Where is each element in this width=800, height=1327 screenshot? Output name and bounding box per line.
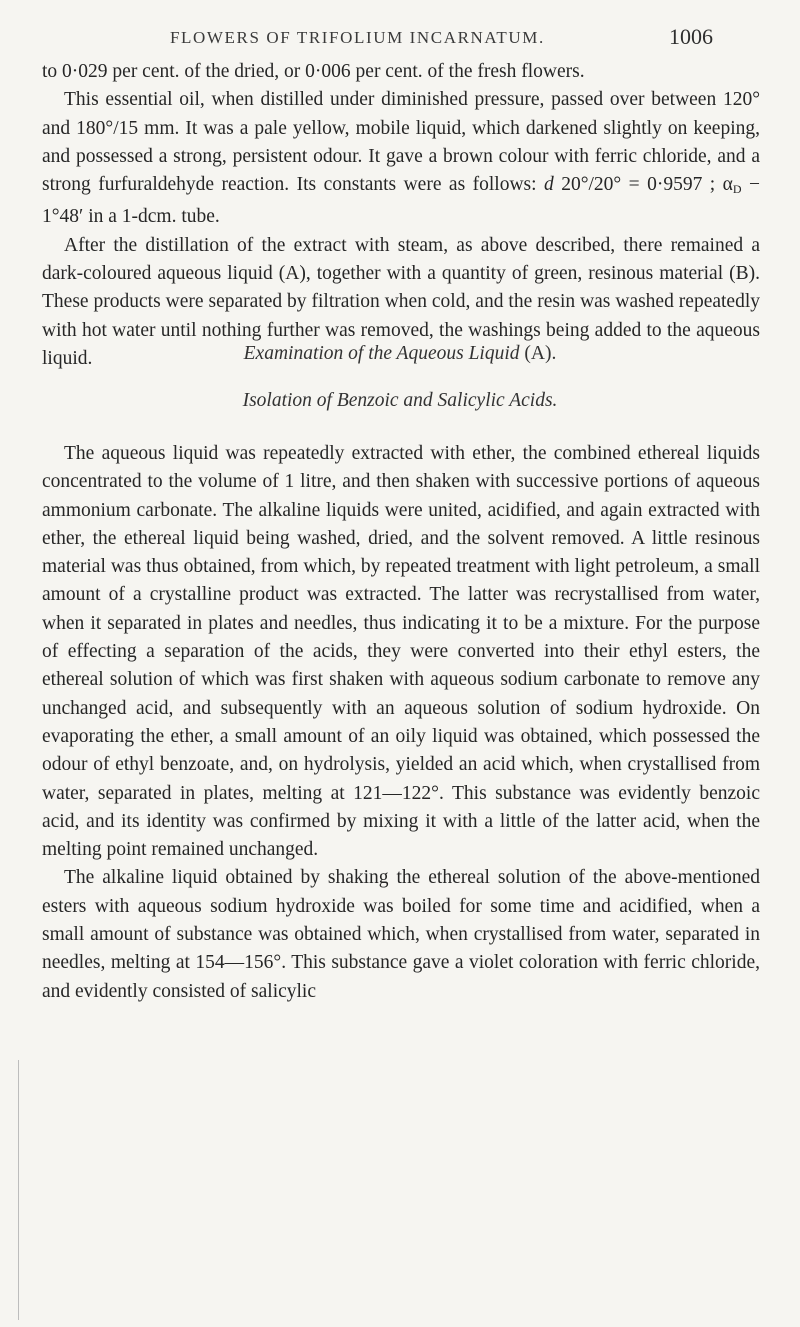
text-block-lower: [42, 440, 760, 1006]
density-symbol: d: [544, 174, 554, 196]
paragraph-essential-oil: [42, 86, 760, 231]
text-block-upper: [42, 58, 760, 373]
density-value: 20°/20° = 0·9597 ; α: [553, 174, 733, 196]
paragraph-distillation: After the distillation of the extract with steam, as above described, there remained a dark-coloured aqueous liquid (A), together with a quantity of green, resinous material (B). These products were separated by filtration when cold, and the resin was washed repeatedly with hot water until nothing further was removed, the washings being added to the aqueous liquid.: [42, 234, 760, 369]
running-title: FLOWERS OF TRIFOLIUM INCARNATUM.: [170, 28, 545, 47]
section-heading-examination-text: Examination of the Aqueous Liquid: [243, 343, 525, 364]
section-heading-examination: [0, 343, 800, 365]
rotation-subscript: D: [732, 182, 742, 197]
page-number: 1006: [669, 24, 713, 49]
paragraph-continuation: to 0·029 per cent. of the dried, or 0·006 per cent. of the fresh flowers.: [42, 61, 585, 82]
paragraph-essential-oil-text: This essential oil, when distilled under diminished pressure, passed over between 120° and 180°/15 mm. It was a pale yellow, mobile liquid, which darkened slightly on keeping, and possessed a strong, persistent odour. It gave a brown colour with ferric chloride, and a strong furfuraldehyde reaction. Its constants were as follows:: [42, 89, 760, 196]
paragraph-extraction: The aqueous liquid was repeatedly extracted with ether, the combined ethereal liquids concentrated to the volume of 1 litre, and then shaken with successive portions of aqueous ammonium carbonate. The alkaline liquids were united, acidified, and again extracted with ether, the ethereal liquid being washed, dried, and the solvent removed. A little resinous material was thus obtained, from which, by repeated treatment with light petroleum, a small amount of a crystalline product was extracted. The latter was recrystallised from water, when it separated in plates and needles, thus indicating it to be a mixture. For the purpose of effecting a separation of the acids, they were converted into their ethyl esters, the ethereal solution of which was first shaken with aqueous sodium carbonate to remove any unchanged acid, and subsequently with an aqueous solution of sodium hydroxide. On evaporating the ether, a small amount of an oily liquid was obtained, which possessed the odour of ethyl benzoate, and, on hydrolysis, yielded an acid which, when crystallised from water, separated in plates, melting at 121—122°. This substance was evidently benzoic acid, and its identity was confirmed by mixing it with a little of the latter acid, when the melting point remained unchanged.: [42, 443, 760, 861]
paragraph-salicylic: The alkaline liquid obtained by shaking the ethereal solution of the above-mentioned esters with aqueous sodium hydroxide was boiled for some time and acidified, when a small amount of substance was obtained which, when crystallised from water, separated in needles, melting at 154—156°. This substance gave a violet coloration with ferric chloride, and evidently consisted of salicylic: [42, 867, 760, 1002]
rotation-value: − 1°48′ in a 1-dcm. tube.: [42, 174, 761, 228]
margin-rule: [18, 1060, 19, 1320]
section-heading-isolation: Isolation of Benzoic and Salicylic Acids.: [242, 390, 558, 411]
section-heading-label: (A).: [524, 343, 557, 364]
